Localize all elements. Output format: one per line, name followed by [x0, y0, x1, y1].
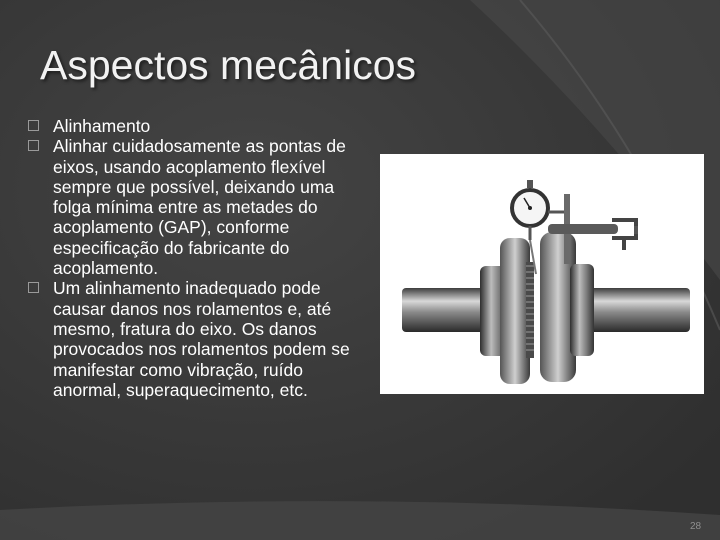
bullet-square-icon [28, 140, 39, 151]
shaft-coupling-illustration [380, 154, 704, 394]
page-number: 28 [690, 521, 702, 532]
bullet-text: Alinhamento [53, 116, 151, 136]
bullet-list [28, 116, 373, 400]
right-shaft [590, 288, 690, 332]
bullet-square-icon [28, 282, 39, 293]
bullet-text: Alinhar cuidadosamente as pontas de eixos, usando acoplamento flexível sempre que possível, deixando uma folga mínima entre as metades do acoplamento (GAP), conforme especificação do fabricante do acoplamento. [53, 136, 346, 279]
bullet-square-icon [28, 120, 39, 131]
left-flange [500, 238, 530, 384]
bullet-item [28, 278, 373, 400]
coupling-photo [380, 154, 704, 394]
right-hub [570, 264, 594, 356]
bullet-item [28, 136, 373, 278]
bullet-item [28, 116, 373, 136]
indicator-clamp [548, 224, 618, 234]
slide-title: Aspectos mecânicos [40, 42, 417, 88]
bullet-text: Um alinhamento inadequado pode causar danos nos rolamentos e, até mesmo, fratura do eixo. Os danos provocados nos rolamentos podem se manifestar como vibração, ruído anormal, superaquecimento, etc. [53, 278, 350, 400]
